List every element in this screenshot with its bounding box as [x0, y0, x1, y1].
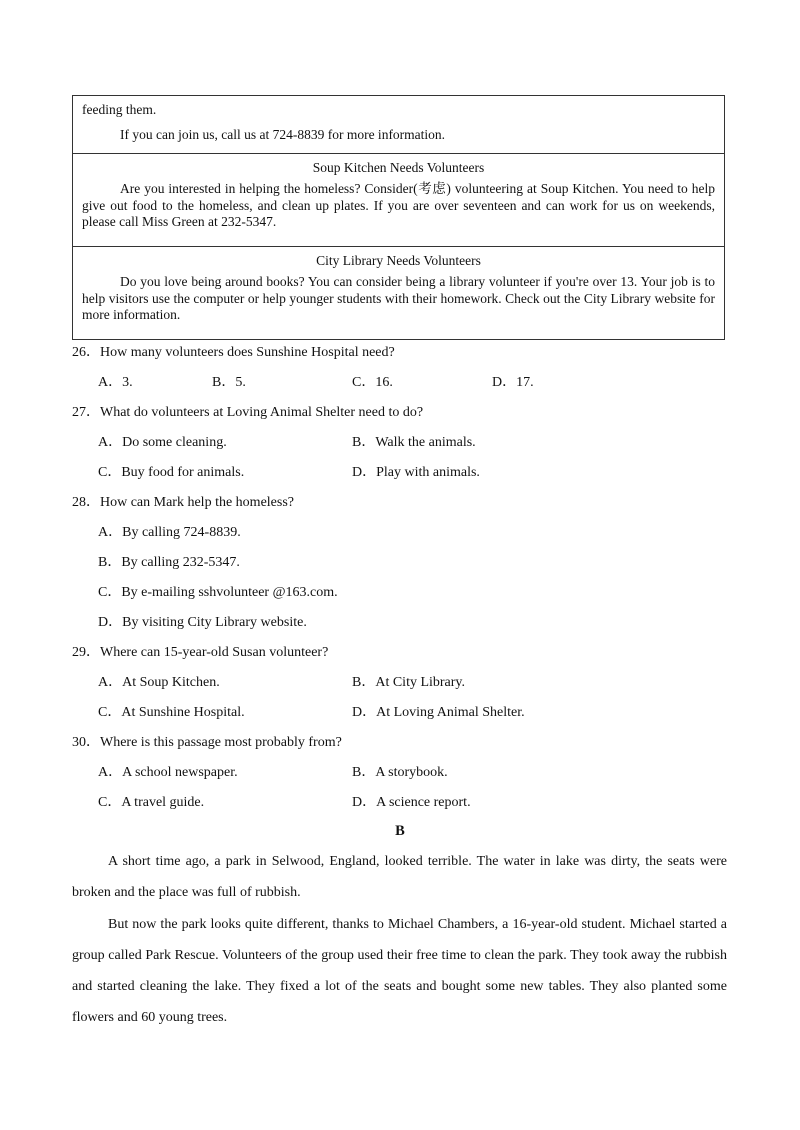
- passage-paragraph: A short time ago, a park in Selwood, England, looked terrible. The water in lake was dirty, the seats were broken and the place was full of rubbish.: [72, 854, 727, 900]
- question-stem: 26．How many volunteers does Sunshine Hospital need?: [72, 345, 395, 360]
- answer-option: B．Walk the animals.: [352, 435, 476, 450]
- notice-soup-kitchen: [73, 154, 724, 247]
- answer-option: B．5.: [212, 375, 246, 390]
- answer-option: D．At Loving Animal Shelter.: [352, 705, 525, 720]
- notice-title: City Library Needs Volunteers: [316, 253, 481, 268]
- answer-option: C．16.: [352, 375, 393, 390]
- answer-option: B．At City Library.: [352, 675, 466, 690]
- answer-option: A．3.: [98, 375, 133, 390]
- question-stem: 30．Where is this passage most probably from?: [72, 735, 342, 750]
- question-stem: 28．How can Mark help the homeless?: [72, 495, 294, 510]
- notice-contact-text: If you can join us, call us at 724-8839 for more information.: [120, 126, 446, 142]
- answer-option: A．By calling 724-8839.: [98, 525, 241, 540]
- passage-paragraph: But now the park looks quite different, thanks to Michael Chambers, a 16-year-old student. Michael started a group called Park Rescue. Volunteers of the group used their free time to clean the park. They took away the rubbish and started cleaning the lake. They fixed a lot of the seats and bought some new tables. They also planted some flowers and 60 young trees.: [72, 917, 727, 1025]
- notice-continuation-text: feeding them.: [82, 102, 157, 117]
- answer-option: A．A school newspaper.: [98, 765, 238, 780]
- answer-option: D．17.: [492, 375, 534, 390]
- answer-option: B．By calling 232-5347.: [98, 555, 240, 570]
- answer-option: B．A storybook.: [352, 765, 448, 780]
- notice-title: Soup Kitchen Needs Volunteers: [312, 160, 485, 175]
- notice-city-library: [73, 247, 724, 339]
- answer-option: C．At Sunshine Hospital.: [98, 705, 245, 720]
- answer-option: A．Do some cleaning.: [98, 435, 227, 450]
- answer-option: C．By e-mailing sshvolunteer @163.com.: [98, 585, 338, 600]
- section-title: B: [395, 823, 405, 839]
- answer-option: D．A science report.: [352, 795, 471, 810]
- answer-option: D．Play with animals.: [352, 465, 480, 480]
- notice-box: [72, 95, 725, 340]
- answer-option: C．Buy food for animals.: [98, 465, 245, 480]
- answer-option: C．A travel guide.: [98, 795, 205, 810]
- notice-hospital-shelter-end: [73, 96, 724, 154]
- question-stem: 29．Where can 15-year-old Susan volunteer?: [72, 645, 329, 660]
- answer-option: A．At Soup Kitchen.: [98, 675, 220, 690]
- notice-body: Do you love being around books? You can consider being a library volunteer if you're over 13. Your job is to help visitors use the computer or help younger students with their homework. Check out the City Library website for more information.: [82, 274, 715, 322]
- notice-body: Are you interested in helping the homeless? Consider(考虑) volunteering at Soup Kitchen. You need to help give out food to the homeless, and clean up plates. If you are over seventeen and can work for us on weekends, please call Miss Green at 232-5347.: [82, 181, 715, 229]
- answer-option: D．By visiting City Library website.: [98, 615, 307, 630]
- question-stem: 27．What do volunteers at Loving Animal Shelter need to do?: [72, 405, 424, 420]
